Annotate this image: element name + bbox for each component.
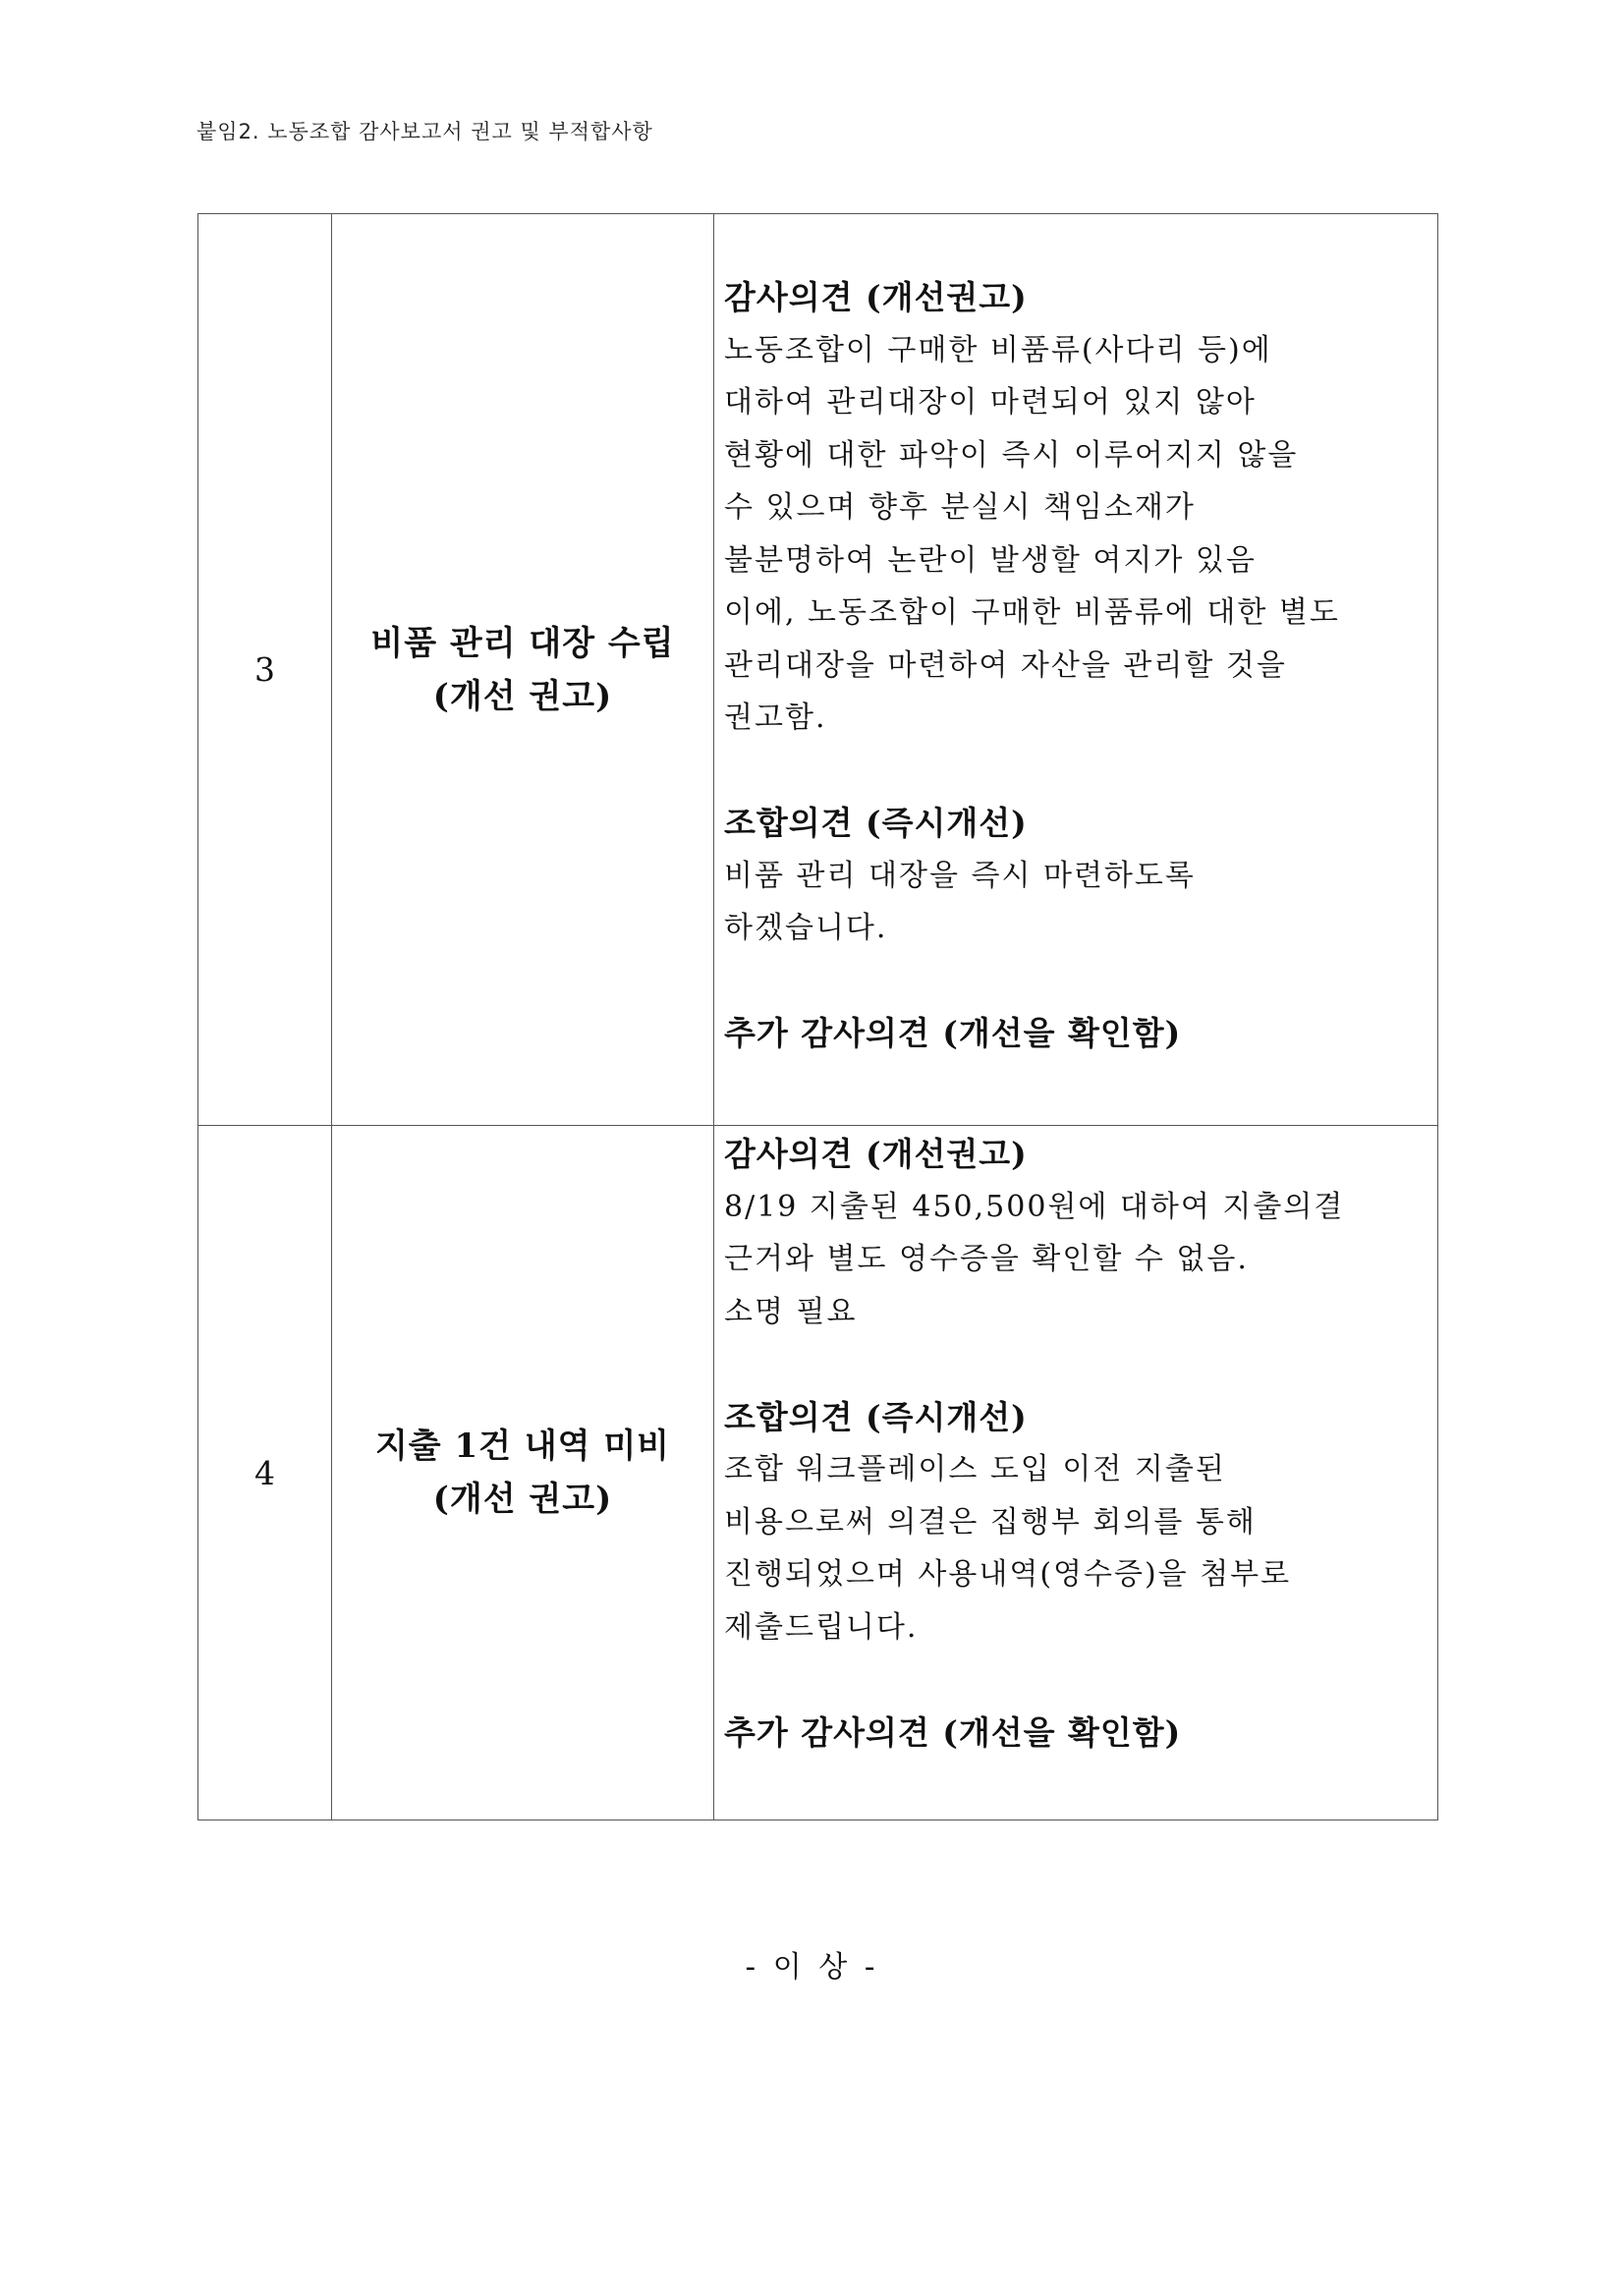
- additional-audit-heading: 추가 감사의견 (개선을 확인함): [724, 1014, 1182, 1052]
- audit-opinion-line: 권고함.: [724, 700, 827, 735]
- audit-opinion-heading: 감사의견 (개선권고): [724, 278, 1028, 316]
- audit-opinion-line: 수 있으며 향후 분실시 책임소재가: [724, 490, 1196, 525]
- finding-status: (개선 권고): [432, 1480, 613, 1519]
- closing-mark: - 이 상 -: [745, 1950, 879, 1985]
- audit-opinion-heading: 감사의견 (개선권고): [724, 1135, 1028, 1173]
- union-opinion-line: 진행되었으며 사용내역(영수증)을 첨부로: [724, 1557, 1292, 1592]
- row-number: 3: [198, 214, 332, 1126]
- audit-findings-table: [197, 213, 1438, 1820]
- finding-detail-cell: [714, 214, 1438, 1126]
- finding-title-cell: [332, 1126, 714, 1820]
- spacer: [724, 745, 1433, 798]
- finding-detail-cell: [714, 1126, 1438, 1820]
- finding-status: (개선 권고): [432, 676, 613, 716]
- union-opinion-line: 비품 관리 대장을 즉시 마련하도록: [724, 858, 1196, 893]
- audit-opinion-line: 근거와 별도 영수증을 확인할 수 없음.: [724, 1242, 1249, 1276]
- union-opinion-heading: 조합의견 (즉시개선): [724, 1397, 1028, 1436]
- finding-title: 비품 관리 대장 수립: [370, 623, 675, 663]
- additional-audit-heading: 추가 감사의견 (개선을 확인함): [724, 1712, 1182, 1752]
- audit-opinion-line: 노동조합이 구매한 비품류(사다리 등)에: [724, 332, 1272, 367]
- audit-opinion-line: 현황에 대한 파악이 즉시 이루어지지 않을: [724, 437, 1299, 473]
- union-opinion-line: 조합 워크플레이스 도입 이전 지출된: [724, 1452, 1226, 1486]
- page-header-title: 붙임2. 노동조합 감사보고서 권고 및 부적합사항: [196, 120, 653, 143]
- union-opinion-line: 제출드립니다.: [724, 1609, 919, 1645]
- audit-opinion-line: 불분명하여 논란이 발생할 여지가 있음: [724, 542, 1257, 578]
- finding-title-cell: [332, 214, 714, 1126]
- row-number: 4: [198, 1126, 332, 1820]
- audit-opinion-line: 대하여 관리대장이 마련되어 있지 않아: [724, 385, 1257, 420]
- audit-opinion-line: 소명 필요: [724, 1294, 858, 1329]
- table-row: [198, 1126, 1438, 1820]
- spacer: [724, 1653, 1433, 1707]
- table-row: [198, 214, 1438, 1126]
- audit-opinion-line: 8/19 지출된 450,500원에 대하여 지출의결: [724, 1189, 1345, 1224]
- union-opinion-heading: 조합의견 (즉시개선): [724, 804, 1028, 842]
- audit-opinion-line: 관리대장을 마련하여 자산을 관리할 것을: [724, 647, 1287, 683]
- finding-title: 지출 1건 내역 미비: [374, 1427, 671, 1466]
- union-opinion-line: 비용으로써 의결은 집행부 회의를 통해: [724, 1504, 1257, 1540]
- spacer: [724, 955, 1433, 1008]
- audit-opinion-line: 이에, 노동조합이 구매한 비품류에 대한 별도: [724, 595, 1340, 630]
- union-opinion-line: 하겠습니다.: [724, 911, 888, 945]
- spacer: [724, 1338, 1433, 1391]
